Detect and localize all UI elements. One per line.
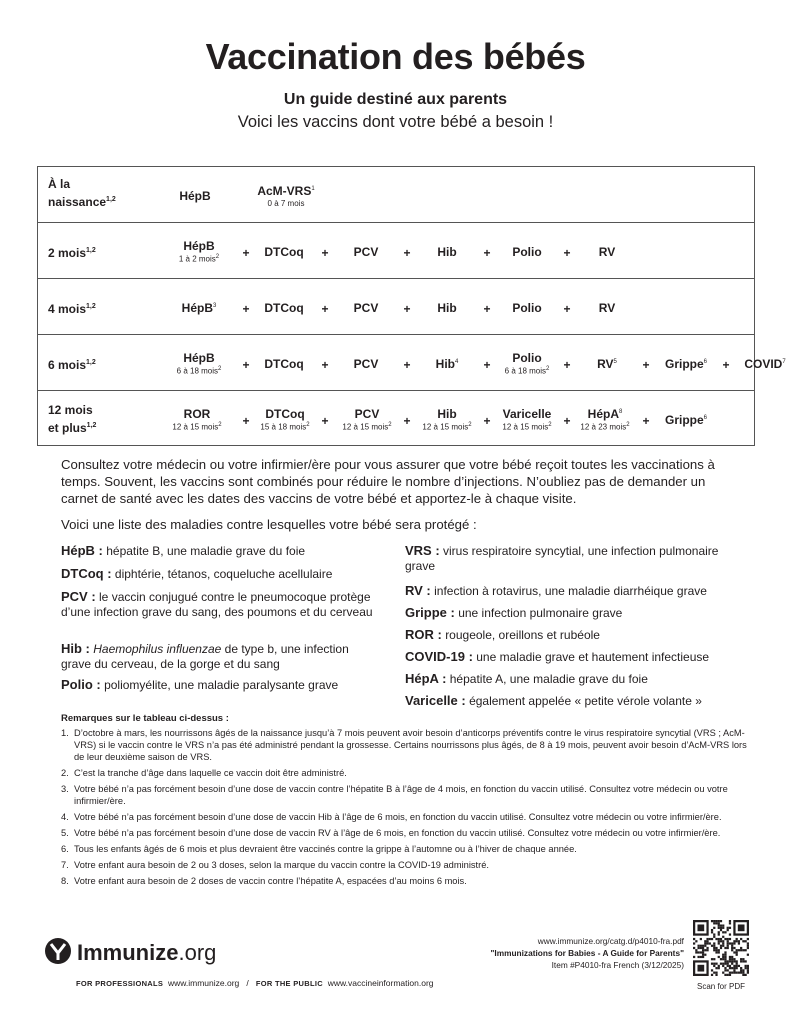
disease-abbr: Varicelle : bbox=[405, 693, 466, 708]
vaccine-cell: HépB 6 à 18 mois$^2$ bbox=[176, 351, 222, 376]
vaccine-cell bbox=[599, 301, 615, 315]
vaccine-name: ROR bbox=[183, 407, 211, 421]
note-item: 2. C’est la tranche d’âge dans laquelle ce vaccin doit être administré. bbox=[61, 768, 347, 778]
disease-desc: une infection pulmonaire grave bbox=[458, 606, 623, 620]
disease-abbr: RV : bbox=[405, 583, 431, 598]
vaccine-name: DTCoq bbox=[264, 357, 304, 371]
vaccine-cell: ROR 12 à 15 mois$^2$ bbox=[172, 407, 222, 432]
vaccine-cell bbox=[437, 245, 456, 259]
disease-item bbox=[405, 605, 750, 621]
vaccine-name: Hib bbox=[437, 407, 457, 421]
vaccine-name: PCV bbox=[353, 245, 379, 259]
notes-list bbox=[61, 727, 751, 891]
note-item: 1. D’octobre à mars, les nourrissons âgés de la naissance jusqu’à 7 mois peuvent avoir besoin d’anticorps préventifs contre le virus respiratoire syncytial (VRS ; AcM-VRS) si le vaccin contre le VRS n’a pas été administré pendant la grossesse. Certains nourrissons plus âgés, de 8 à 19 mois, peuvent avoir besoin d’AcM-VRS lors de leur deuxième saison de VRS. bbox=[61, 728, 747, 762]
vaccine-name: Hib bbox=[437, 301, 457, 315]
vaccine-cell bbox=[354, 245, 379, 259]
vaccine-name: PCV bbox=[354, 407, 380, 421]
vaccine-cell: HépB$^3$ bbox=[181, 301, 217, 315]
qr-code-icon[interactable] bbox=[693, 920, 749, 976]
scan-label: Scan for PDF bbox=[696, 982, 745, 991]
notes-heading: Remarques sur le tableau ci-dessus : bbox=[61, 713, 229, 724]
disease-abbr: Grippe : bbox=[405, 605, 455, 620]
vaccine-name: HépA bbox=[587, 407, 619, 421]
disease-item bbox=[405, 627, 750, 643]
vaccine-name: RV bbox=[597, 357, 614, 371]
vaccine-cell bbox=[437, 301, 456, 315]
note-item: 8. Votre enfant aura besoin de 2 doses de vaccin contre l’hépatite A, espacées d’au moins 6 mois. bbox=[61, 876, 467, 886]
plus-sign: + bbox=[403, 246, 411, 260]
disease-abbr: HépB : bbox=[61, 543, 103, 558]
pro-label: FOR PROFESSIONALS bbox=[76, 979, 164, 988]
vaccine-name: Hib bbox=[435, 357, 455, 371]
vaccine-schedule-table bbox=[37, 166, 786, 446]
disease-abbr: PCV : bbox=[61, 589, 96, 604]
age-label: 2 mois$^{1,2}$ bbox=[48, 246, 96, 260]
disease-list-intro: Voici une liste des maladies contre lesquelles votre bébé sera protégé : bbox=[61, 517, 477, 532]
age-label: 4 mois$^{1,2}$ bbox=[48, 302, 96, 316]
vaccine-name: HépB bbox=[179, 189, 211, 203]
note-item: 3. Votre bébé n’a pas forcément besoin d’une dose de vaccin contre l’hépatite B à l’âge de 4 mois, en fonction du vaccin utilisé. Consultez votre médecin ou votre infirmier/ère. bbox=[61, 784, 728, 806]
page-intro: Voici les vaccins dont votre bébé a besoin ! bbox=[237, 113, 554, 131]
pro-link[interactable]: www.immunize.org bbox=[167, 978, 240, 988]
vaccine-cell: Grippe$^6$ bbox=[664, 357, 708, 371]
plus-sign: + bbox=[483, 414, 491, 428]
disease-item bbox=[61, 589, 379, 620]
schedule-row bbox=[38, 335, 786, 391]
plus-sign: + bbox=[321, 302, 329, 316]
vaccine-name: DTCoq bbox=[264, 301, 304, 315]
vaccine-name: Polio bbox=[512, 245, 542, 259]
note-item: 4. Votre bébé n’a pas forcément besoin d’une dose de vaccin Hib à l’âge de 6 mois, en fonction du vaccin utilisé. Consultez votre médecin ou votre infirmier/ère. bbox=[61, 812, 722, 822]
disease-abbr: ROR : bbox=[405, 627, 442, 642]
vaccine-name: Grippe bbox=[664, 357, 704, 371]
plus-sign: + bbox=[403, 302, 411, 316]
disease-desc: rougeole, oreillons et rubéole bbox=[445, 628, 600, 642]
disease-item bbox=[405, 649, 750, 665]
vaccine-name: Polio bbox=[512, 351, 542, 365]
vaccine-cell: Grippe$^6$ bbox=[664, 413, 708, 427]
vaccine-cell: $RV^5$ bbox=[597, 357, 617, 371]
disease-item bbox=[61, 566, 379, 582]
disease-desc: virus respiratoire syncytial, une infection pulmonaire grave bbox=[405, 544, 719, 573]
disease-abbr: DTCoq : bbox=[61, 566, 112, 581]
plus-sign: + bbox=[563, 414, 571, 428]
vaccine-cell: COVID$^7$ bbox=[744, 357, 786, 371]
note-item: 6. Tous les enfants âgés de 6 mois et plus devraient être vaccinés contre la grippe à l’automne ou à l’hiver de chaque année. bbox=[61, 844, 577, 854]
plus-sign: + bbox=[403, 414, 411, 428]
vaccine-name: COVID bbox=[744, 357, 783, 371]
vaccine-cell bbox=[512, 245, 541, 259]
plus-sign: + bbox=[321, 414, 329, 428]
vaccine-name: Hib bbox=[437, 245, 457, 259]
vaccine-name: RV bbox=[598, 245, 616, 259]
vaccine-name: PCV bbox=[353, 301, 379, 315]
disease-abbr: VRS : bbox=[405, 543, 440, 558]
vaccine-cell bbox=[354, 357, 379, 371]
disease-item bbox=[405, 671, 750, 687]
disease-desc: également appelée « petite vérole volante » bbox=[469, 694, 702, 708]
vaccine-cell: DTCoq 15 à 18 mois$^2$ bbox=[260, 407, 310, 432]
vaccine-cell bbox=[179, 189, 210, 203]
page-title: Vaccination des bébés bbox=[205, 36, 586, 77]
disease-abbr: HépA : bbox=[405, 671, 447, 686]
plus-sign: + bbox=[242, 414, 250, 428]
disease-item bbox=[61, 543, 379, 559]
plus-sign: + bbox=[642, 414, 650, 428]
pub-url[interactable]: www.immunize.org/catg.d/p4010-fra.pdf bbox=[537, 936, 684, 946]
pub-item: Item #P4010-fra French (3/12/2025) bbox=[551, 960, 684, 970]
disease-abbr: Hib : bbox=[61, 641, 90, 656]
plus-sign: + bbox=[403, 358, 411, 372]
disease-desc: diphtérie, tétanos, coqueluche acellulaire bbox=[114, 567, 333, 581]
vaccine-cell bbox=[264, 301, 303, 315]
plus-sign: + bbox=[722, 358, 730, 372]
vaccine-cell bbox=[512, 301, 541, 315]
publication-info bbox=[440, 935, 684, 971]
disease-item bbox=[405, 693, 750, 709]
svg-text:Immunize.org: Immunize.org bbox=[77, 940, 217, 965]
schedule-row bbox=[38, 391, 754, 447]
plus-sign: + bbox=[483, 302, 491, 316]
disease-abbr: COVID-19 : bbox=[405, 649, 473, 664]
public-link[interactable]: www.vaccineinformation.org bbox=[327, 978, 434, 988]
vaccine-name: Polio bbox=[512, 301, 542, 315]
plus-sign: + bbox=[321, 358, 329, 372]
age-label: À la naissance$^{1,2}$ bbox=[48, 177, 116, 209]
disease-desc: poliomyélite, une maladie paralysante grave bbox=[104, 678, 339, 692]
disease-desc: une maladie grave et hautement infectieuse bbox=[476, 650, 710, 664]
vaccine-name: PCV bbox=[353, 357, 379, 371]
vaccine-cell bbox=[354, 301, 379, 315]
schedule-row bbox=[38, 167, 754, 223]
vaccine-name: Varicelle bbox=[502, 407, 552, 421]
vaccine-cell bbox=[264, 245, 303, 259]
vaccine-cell bbox=[599, 245, 615, 259]
schedule-row bbox=[38, 223, 754, 279]
vaccine-name: HépB bbox=[183, 239, 215, 253]
disease-item bbox=[405, 543, 750, 574]
plus-sign: + bbox=[642, 358, 650, 372]
disease-desc: hépatite A, une maladie grave du foie bbox=[449, 672, 648, 686]
vaccine-name: HépB bbox=[183, 351, 215, 365]
disease-desc: de type b, une infection grave du cerveau, de la gorge et du sang bbox=[61, 642, 349, 671]
public-label: FOR THE PUBLIC bbox=[255, 979, 323, 988]
plus-sign: + bbox=[242, 246, 250, 260]
immunize-logo bbox=[43, 935, 223, 980]
disease-desc: infection à rotavirus, une maladie diarrhéique grave bbox=[434, 584, 707, 598]
note-item: 7. Votre enfant aura besoin de 2 ou 3 doses, selon la marque du vaccin contre la COVID-19 administré. bbox=[61, 860, 489, 870]
vaccine-cell: HépB 1 à 2 mois$^2$ bbox=[178, 239, 220, 264]
pub-title: "Immunizations for Babies - A Guide for Parents" bbox=[490, 948, 684, 958]
vaccine-name: HépB bbox=[181, 301, 213, 315]
vaccine-name: DTCoq bbox=[265, 407, 305, 421]
plus-sign: + bbox=[483, 246, 491, 260]
disease-item bbox=[405, 583, 750, 599]
vaccine-name: Grippe bbox=[664, 413, 704, 427]
note-item: 5. Votre bébé n’a pas forcément besoin d’une dose de vaccin RV à l’âge de 6 mois, en fonction du vaccin utilisé. Consultez votre médecin ou votre infirmier/ère. bbox=[61, 828, 721, 838]
advice-paragraph: Consultez votre médecin ou votre infirmier/ère pour vous assurer que votre bébé reçoit toutes les vaccinations à temps. Souvent, les vaccins sont combinés pour réduire le nombre d’injections. N’oubliez pas de demander un carnet de santé avec les dates des vaccins de votre bébé et apportez-le à chaque visite. bbox=[61, 457, 715, 506]
plus-sign: + bbox=[242, 302, 250, 316]
vaccine-name: DTCoq bbox=[264, 245, 304, 259]
plus-sign: + bbox=[563, 246, 571, 260]
page-subtitle: Un guide destiné aux parents bbox=[283, 91, 508, 108]
disease-desc: hépatite B, une maladie grave du foie bbox=[106, 544, 306, 558]
plus-sign: + bbox=[321, 246, 329, 260]
age-label: 6 mois$^{1,2}$ bbox=[48, 358, 96, 372]
plus-sign: + bbox=[563, 302, 571, 316]
age-label: 12 mois et plus$^{1,2}$ bbox=[48, 403, 97, 435]
disease-item: Hib : Haemophilus influenzae de type b, une infection grave du cerveau, de la gorge et du sang bbox=[61, 641, 349, 671]
footer-links bbox=[76, 978, 434, 988]
vaccine-cell bbox=[264, 357, 303, 371]
plus-sign: + bbox=[242, 358, 250, 372]
vaccine-cell: HépA$^8$ 12 à 23 mois$^2$ bbox=[580, 407, 630, 432]
vaccine-cell: Polio 6 à 18 mois$^2$ bbox=[504, 351, 550, 376]
vaccine-cell: AcM-VRS$^1$ 0 à 7 mois bbox=[257, 184, 315, 208]
vaccine-cell: Varicelle 12 à 15 mois$^2$ bbox=[502, 407, 552, 432]
disease-desc: le vaccin conjugué contre le pneumocoque protège d’une infection grave du sang, des poumons et du cerveau bbox=[61, 590, 373, 619]
vaccine-name: RV bbox=[598, 301, 616, 315]
plus-sign: + bbox=[483, 358, 491, 372]
vaccine-cell: Hib 12 à 15 mois$^2$ bbox=[422, 407, 472, 432]
vaccine-name: AcM-VRS bbox=[257, 184, 312, 198]
disease-abbr: Polio : bbox=[61, 677, 101, 692]
disease-item bbox=[61, 677, 379, 693]
footer-separator: / bbox=[246, 978, 249, 988]
vaccine-cell: Hib$^4$ bbox=[435, 357, 459, 371]
vaccine-cell: PCV 12 à 15 mois$^2$ bbox=[342, 407, 392, 432]
plus-sign: + bbox=[563, 358, 571, 372]
schedule-row bbox=[38, 279, 754, 335]
